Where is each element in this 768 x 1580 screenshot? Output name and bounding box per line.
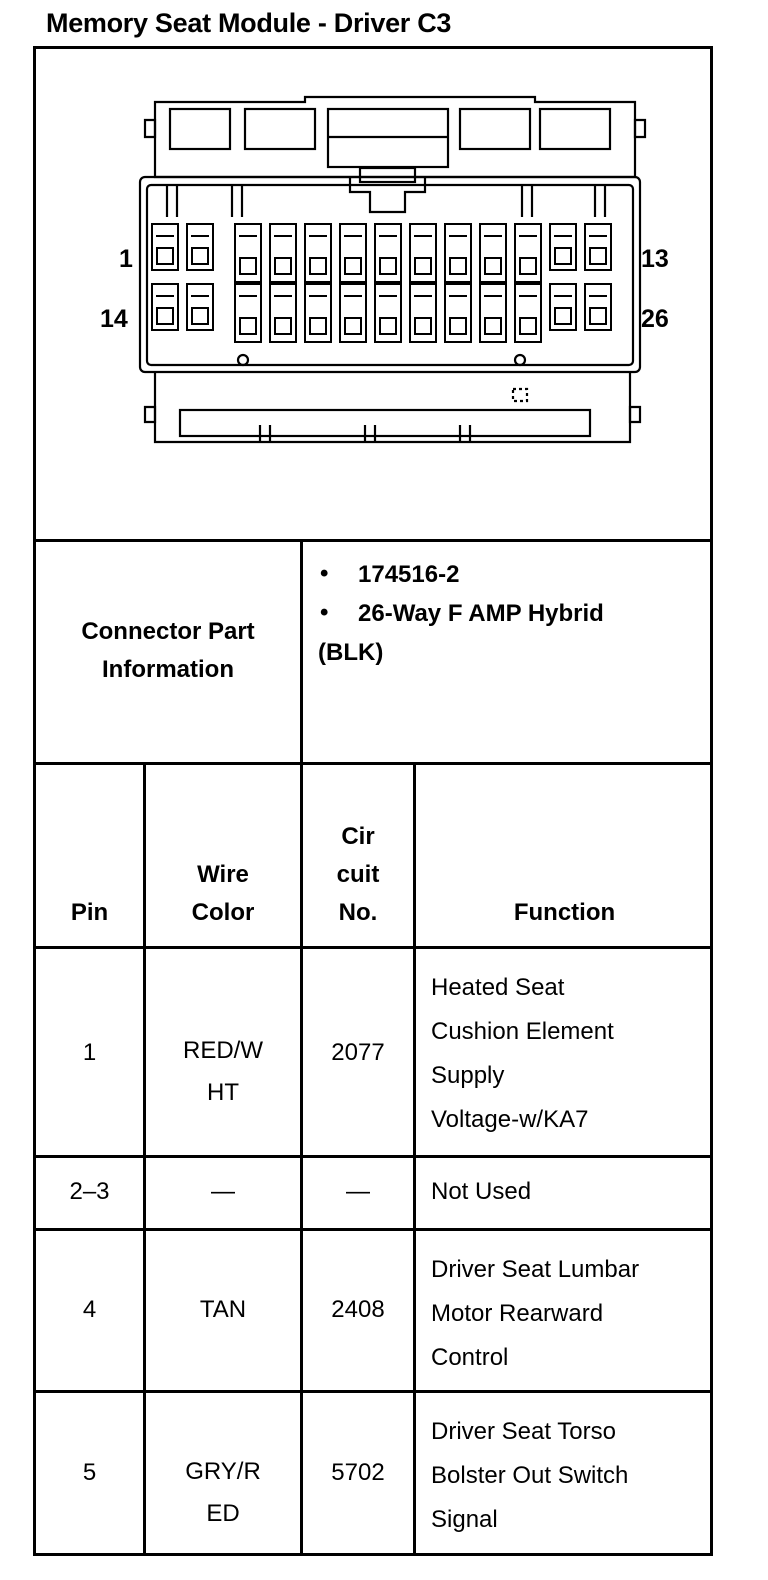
connector-diagram xyxy=(95,92,685,452)
connector-drawing xyxy=(95,92,685,452)
connector-color: (BLK) xyxy=(318,639,384,666)
table-cell-wire-color xyxy=(146,1451,300,1535)
pin-terminal xyxy=(555,248,571,264)
divider xyxy=(33,762,713,765)
header-circuit-line1: Cir xyxy=(341,823,375,850)
pin-terminal xyxy=(192,248,208,264)
function-line: Supply xyxy=(431,1062,505,1089)
pin-terminal xyxy=(450,258,466,274)
table-cell-function: Not Used xyxy=(431,1178,532,1205)
divider xyxy=(300,539,303,762)
table-cell-function xyxy=(431,1410,628,1542)
pin-terminal xyxy=(157,248,173,264)
divider xyxy=(33,946,713,949)
pin-terminal xyxy=(590,308,606,324)
pin-terminal xyxy=(555,308,571,324)
header-function: Function xyxy=(513,899,616,926)
pin-terminal xyxy=(415,258,431,274)
table-cell-pin: 5 xyxy=(82,1459,97,1486)
pin-terminal xyxy=(590,248,606,264)
table-cell-circuit: 2408 xyxy=(331,1296,385,1323)
pin-label-14: 14 xyxy=(100,305,128,333)
connector-info-label xyxy=(36,613,300,689)
divider xyxy=(33,1228,713,1231)
bullet-icon: • xyxy=(320,560,329,587)
header-circuit-line2: cuit xyxy=(336,861,380,888)
table-cell-wire-color xyxy=(146,1030,300,1114)
page-title: Memory Seat Module - Driver C3 xyxy=(46,8,452,38)
function-line: Driver Seat Lumbar xyxy=(431,1256,640,1283)
pin-terminal xyxy=(415,318,431,334)
divider xyxy=(413,762,416,1556)
table-cell-circuit: 5702 xyxy=(331,1459,385,1486)
pin-label-1: 1 xyxy=(119,245,133,273)
header-wire-color xyxy=(146,856,300,932)
function-line: Heated Seat xyxy=(431,974,565,1001)
header-wire-color-line2: Color xyxy=(191,899,255,926)
wire-color-line2: ED xyxy=(206,1500,240,1527)
pin-terminal xyxy=(380,258,396,274)
table-cell-pin: 1 xyxy=(82,1039,97,1066)
connector-type: 26-Way F AMP Hybrid xyxy=(358,600,604,627)
wire-color-line2: HT xyxy=(207,1079,239,1106)
table-cell-wire-color: — xyxy=(211,1178,235,1205)
wire-color-line1: RED/W xyxy=(183,1037,263,1064)
pin-terminal xyxy=(450,318,466,334)
function-line: Driver Seat Torso xyxy=(431,1418,616,1445)
pin-terminal xyxy=(380,318,396,334)
table-cell-pin: 4 xyxy=(82,1296,97,1323)
pin-terminal xyxy=(275,318,291,334)
divider xyxy=(33,539,713,542)
pin-terminal xyxy=(520,318,536,334)
pin-terminal xyxy=(275,258,291,274)
header-wire-color-line1: Wire xyxy=(197,861,249,888)
divider xyxy=(33,1155,713,1158)
bullet-icon: • xyxy=(320,599,329,626)
wire-color-line1: GRY/R xyxy=(185,1458,261,1485)
pin-terminal xyxy=(520,258,536,274)
table-cell-wire-color: TAN xyxy=(199,1296,247,1323)
function-line: Control xyxy=(431,1344,509,1371)
pin-terminal xyxy=(485,318,501,334)
pin-terminal xyxy=(192,308,208,324)
table-cell-function xyxy=(431,1248,639,1380)
function-line: Voltage-w/KA7 xyxy=(431,1106,589,1133)
connector-info-label-line2: Information xyxy=(102,656,234,683)
pin-terminal xyxy=(240,258,256,274)
table-cell-circuit: 2077 xyxy=(331,1039,385,1066)
pin-terminal xyxy=(345,258,361,274)
pin-label-13: 13 xyxy=(641,245,669,273)
connector-part-number: 174516-2 xyxy=(358,561,460,588)
pin-terminal xyxy=(485,258,501,274)
function-line: Bolster Out Switch xyxy=(431,1462,629,1489)
pin-label-26: 26 xyxy=(641,305,669,333)
connector-info-label-line1: Connector Part xyxy=(81,618,255,645)
pin-terminal xyxy=(310,258,326,274)
pin-terminal xyxy=(345,318,361,334)
header-pin: Pin xyxy=(70,899,109,926)
pin-terminal xyxy=(310,318,326,334)
divider xyxy=(33,1390,713,1393)
header-circuit xyxy=(303,818,413,932)
table-cell-function xyxy=(431,966,614,1142)
pin-terminal xyxy=(157,308,173,324)
function-line: Motor Rearward xyxy=(431,1300,604,1327)
function-line: Signal xyxy=(431,1506,498,1533)
function-line: Cushion Element xyxy=(431,1018,614,1045)
header-circuit-line3: No. xyxy=(338,899,378,926)
table-cell-pin: 2–3 xyxy=(69,1178,110,1205)
pin-terminal xyxy=(240,318,256,334)
table-cell-circuit: — xyxy=(346,1178,370,1205)
